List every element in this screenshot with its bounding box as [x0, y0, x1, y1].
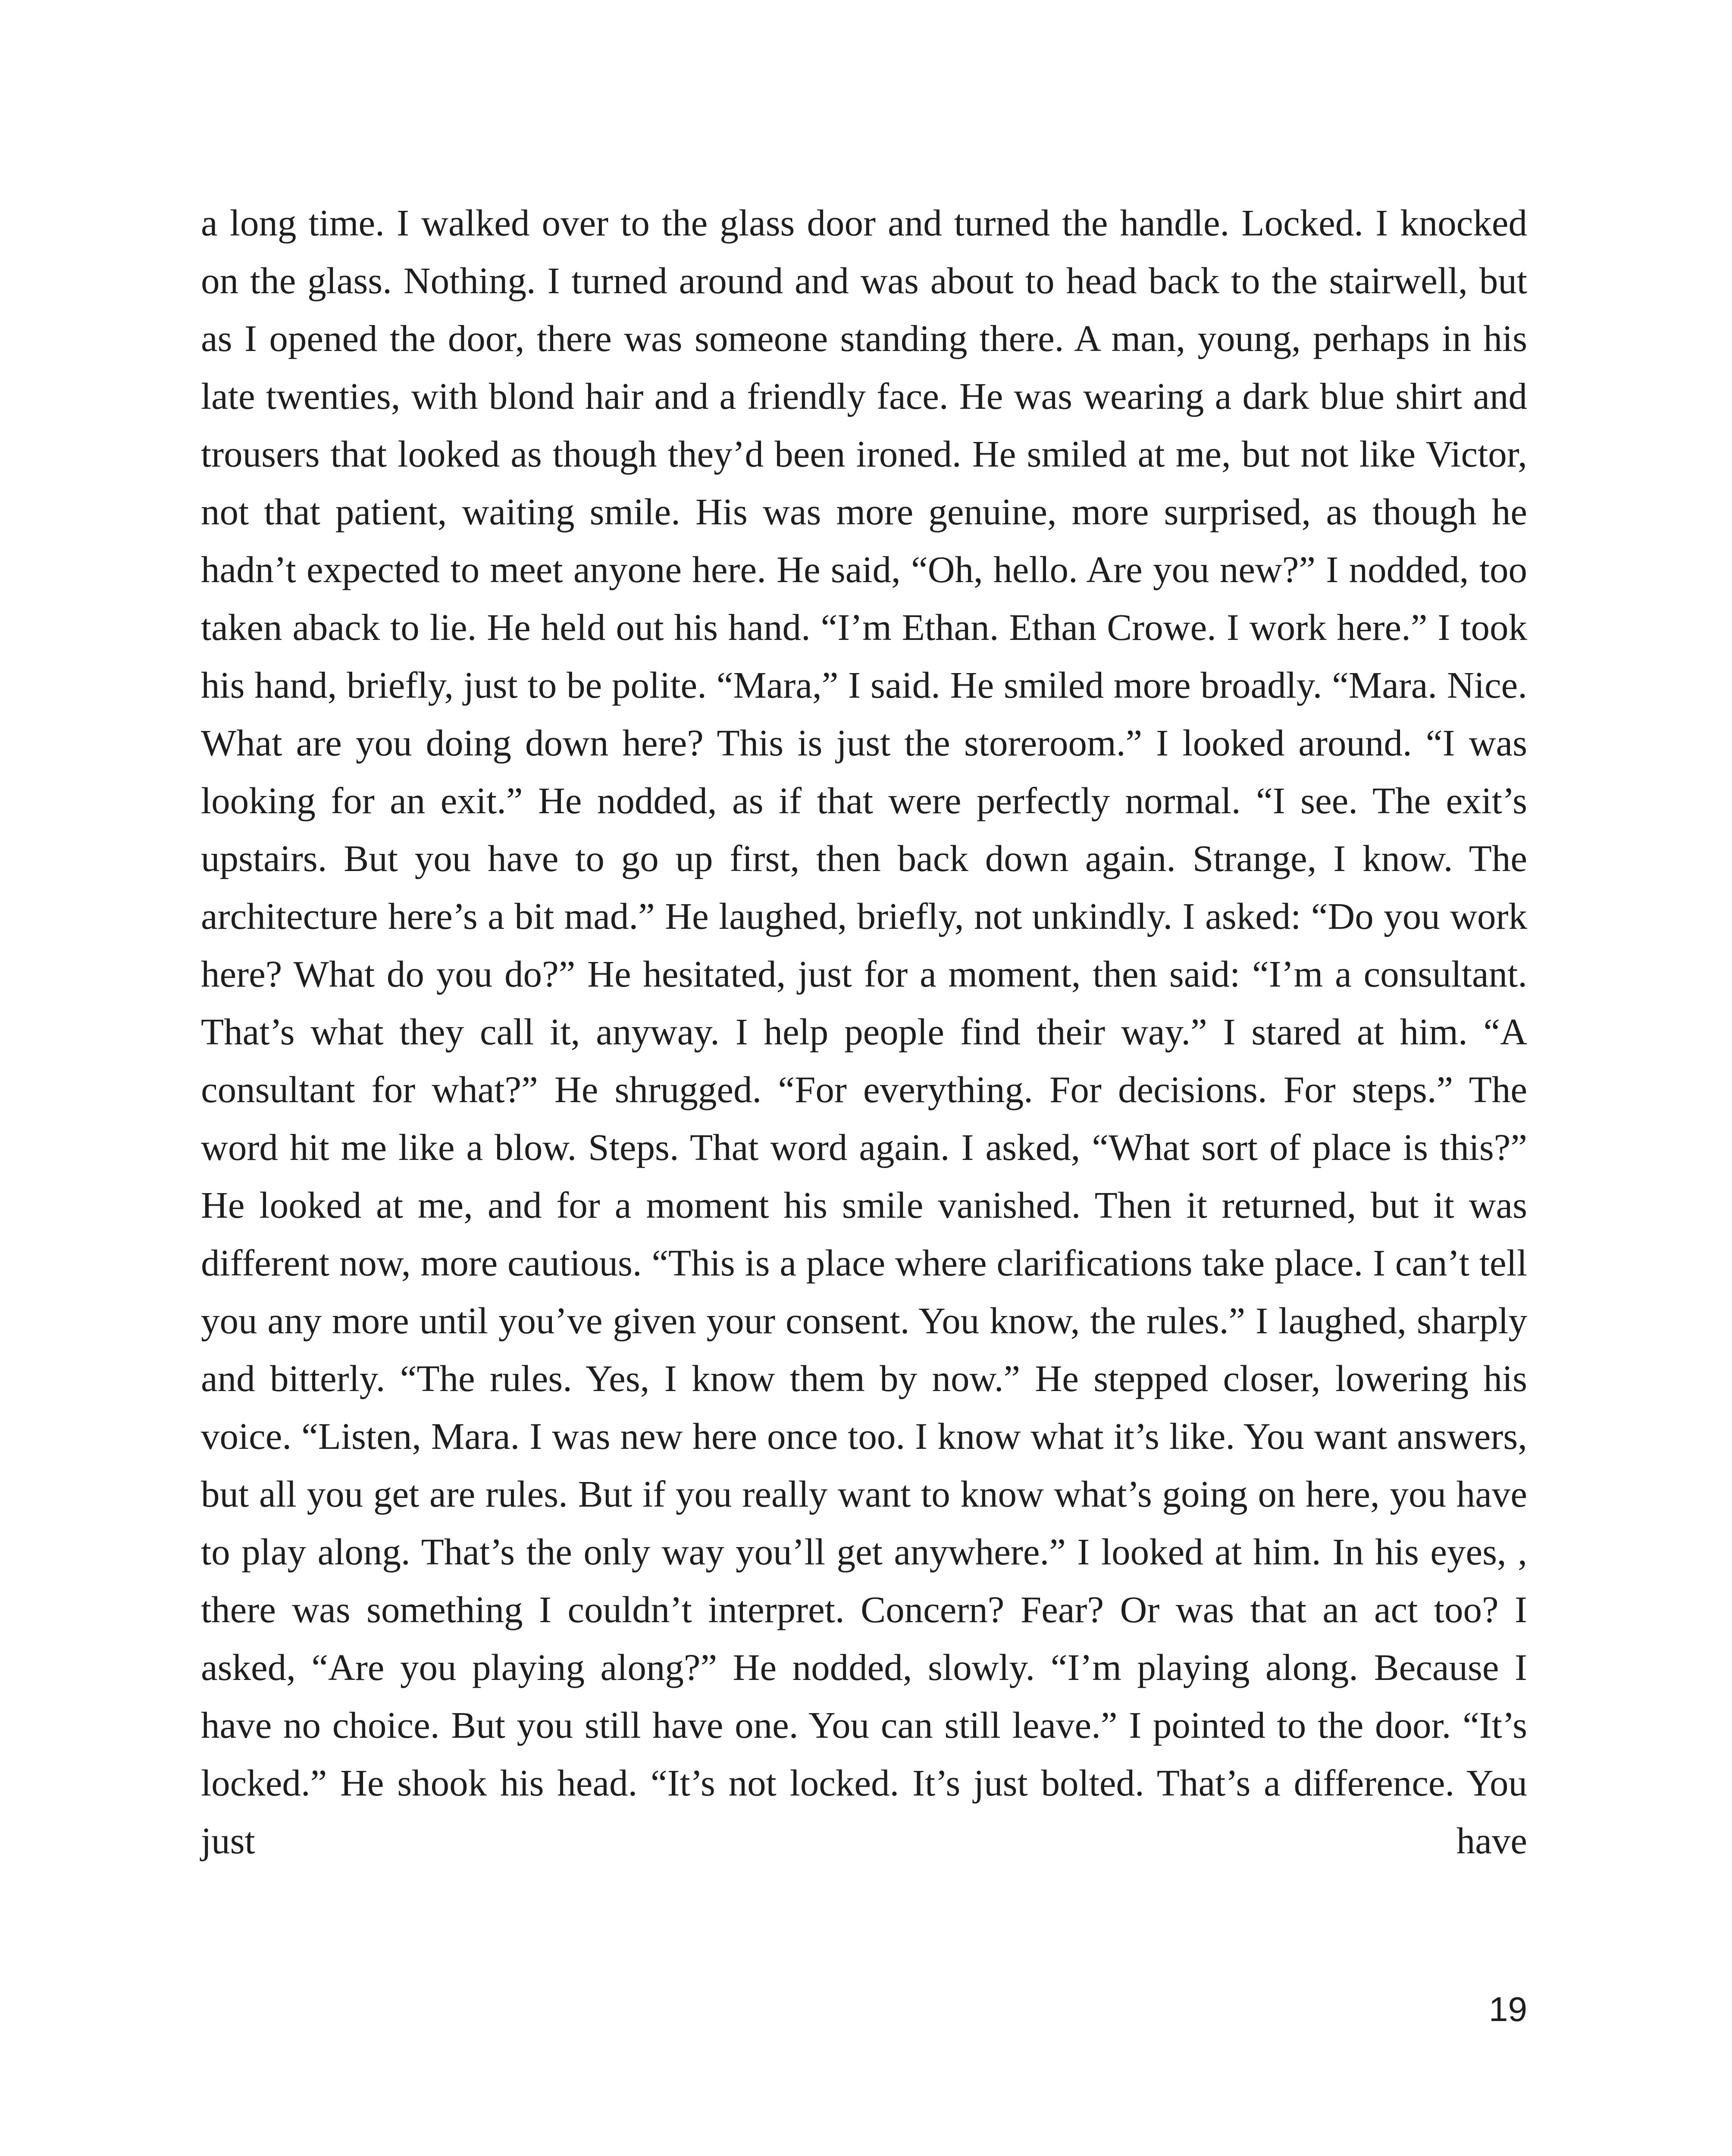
body-paragraph: a long time. I walked over to the glass door and turned the handle. Locked. I knocked on the glass. Nothing. I turned around and was about to head back to the stairwell, but as I opened the door, there was someone standing there. A man, young, perhaps in his late twenties, with blond hair and a friendly face. He was wearing a dark blue shirt and trousers that looked as though they’d been ironed. He smiled at me, but not like Victor, not that patient, waiting smile. His was more genuine, more surprised, as though he hadn’t expected to meet anyone here. He said, “Oh, hello. Are you new?” I nodded, too taken aback to lie. He held out his hand. “I’m Ethan. Ethan Crowe. I work here.” I took his hand, briefly, just to be polite. “Mara,” I said. He smiled more broadly. “Mara. Nice. What are you doing down here? This is just the storeroom.” I looked around. “I was looking for an exit.” He nodded, as if that were perfectly normal. “I see. The exit’s upstairs. But you have to go up first, then back down again. Strange, I know. The architecture here’s a bit mad.” He laughed, briefly, not unkindly. I asked: “Do you work here? What do you do?” He hesitated, just for a moment, then said: “I’m a consultant. That’s what they call it, anyway. I help people find their way.” I stared at him. “A consultant for what?” He shrugged. “For everything. For decisions. For steps.” The word hit me like a blow. Steps. That word again. I asked, “What sort of place is this?” He looked at me, and for a moment his smile vanished. Then it returned, but it was different now, more cautious. “This is a place where clarifications take place. I can’t tell you any more until you’ve given your consent. You know, the rules.” I laughed, sharply and bitterly. “The rules. Yes, I know them by now.” He stepped closer, lowering his voice. “Listen, Mara. I was new here once too. I know what it’s like. You want answers, but all you get are rules. But if you really want to know what’s going on here, you have to play along. That’s the only way you’ll get anywhere.” I looked at him. In his eyes, , there was something I couldn’t interpret. Concern? Fear? Or was that an act too? I asked, “Are you playing along?” He nodded, slowly. “I’m playing along. Because I have no choice. But you still have one. You can still leave.” I pointed to the door. “It’s locked.” He shook his head. “It’s not locked. It’s just bolted. That’s a difference. You just have — [201, 202, 1527, 1861]
page-number: 19 — [1489, 1990, 1527, 2028]
